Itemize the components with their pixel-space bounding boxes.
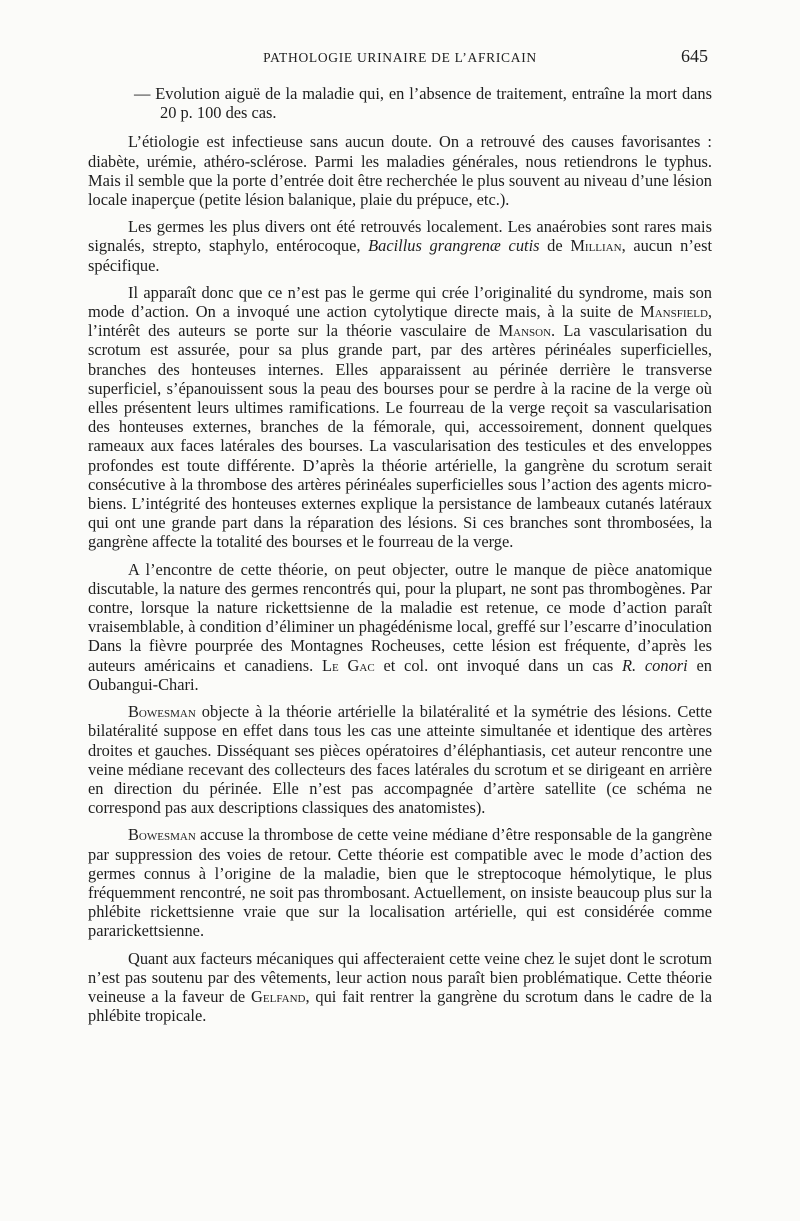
author-name: Manson (498, 321, 552, 341)
text-run: , qui fait rentrer la gangrène du scrotum dans le cadre de la phlébite tropicale. (88, 986, 713, 1026)
text-run: de (539, 236, 571, 256)
text-run: , l’intérêt des auteurs se porte sur la théorie vasculaire de (88, 302, 712, 341)
paragraph (88, 217, 712, 275)
paragraph (88, 560, 712, 694)
author-name: Gelfand (251, 986, 306, 1006)
paragraph (88, 825, 712, 940)
text-run: et col. ont invoqué dans un cas (374, 655, 623, 675)
author-name: Millian (570, 236, 622, 256)
running-title: PATHOLOGIE URINAIRE DE L’AFRICAIN (263, 50, 537, 65)
author-name: Mansfield (640, 302, 708, 322)
text-run: objecte à la théorie artérielle la bilatéralité et la symétrie des lésions. Cette bilatéralité suppose en effet dans tous les cas une atteinte simultanée et identique des artères droites et gauches. Disséquant ses pièces opératoires d’éléphantiasis, cet auteur rencontre une veine médiane recevant des collecteurs des faces latérales du scrotum et se dirigeant en arrière en direction du périnée. Elle n’est pas accompagnée d’artère satellite (ce schéma ne correspond pas aux descriptions classiques des anatomistes). (88, 702, 712, 818)
paragraph (88, 84, 712, 122)
text-run: — Evolution aiguë de la maladie qui, en l’absence de traitement, entraîne la mort dans 20 p. 100 des cas. (134, 84, 712, 123)
text-run: Quant aux facteurs mécaniques qui affecteraient cette veine chez le sujet dont le scrotum n’est pas soutenu par des vêtements, leur action nous paraît bien problématique. Cette théorie veineuse a la faveur de (88, 948, 712, 1006)
text-run: accuse la thrombose de cette veine médiane d’être responsable de la gangrène par suppression des voies de retour. Cette théorie est compatible avec le mode d’action des germes connus à l’origine de la maladie, bien que le streptocoque hémolytique, le plus fréquemment rencontré, ne soit pas thrombosant. Actuellement, on insiste beaucoup plus sur la phlébite rickettsienne vraie que sur la localisation artérielle, qui est considérée comme pararickettsienne. (88, 825, 712, 941)
paragraph (88, 702, 712, 817)
italic-term: Bacillus grangrenæ cutis (368, 236, 540, 256)
text-run: A l’encontre de cette théorie, on peut objecter, outre le manque de pièce anatomique discutable, la nature des germes rencontrés qui, pour la plupart, ne sont pas thrombogènes. Par contre, lorsque la nature rickettsienne de la maladie est retenue, ce mode d’action paraît vraisemblable, à condition d’éliminer un phagédénisme local, greffé sur l’escarre d’inoculation Dans la fièvre pourprée des Montagnes Rocheuses, cette lésion est fréquente, d’après les auteurs américains et canadiens. (88, 559, 712, 675)
text-run: L’étiologie est infectieuse sans aucun doute. On a retrouvé des causes favorisantes : diabète, urémie, athéro-sclérose. Parmi les maladies générales, nous retiendrons le typhus. Mais il semble que la porte d’entrée doit être recherchée le plus souvent au niveau d’une lésion locale inaperçue (petite lésion balanique, plaie du prépuce, etc.). (88, 132, 712, 210)
paragraph (88, 283, 712, 552)
author-name: Le Gac (322, 655, 375, 675)
page-header (88, 44, 712, 74)
paragraph (88, 132, 712, 209)
text-run: en Oubangui-Chari. (88, 655, 712, 694)
italic-term: R. conori (622, 655, 688, 675)
author-name: Bowesman (128, 825, 196, 845)
page-number: 645 (681, 46, 708, 66)
text-run: Il apparaît donc que ce n’est pas le germe qui crée l’originalité du syndrome, mais son mode d’action. On a invoqué une action cytolytique directe mais, à la suite de (88, 282, 712, 322)
body-text (88, 84, 712, 1033)
text-run: , aucun n’est spécifique. (88, 236, 713, 275)
text-run: Les germes les plus divers ont été retrouvés localement. Les anaérobies sont rares mais signalés, strepto, staphylo, entérocoque, (88, 217, 712, 256)
author-name: Bowesman (128, 702, 196, 722)
paragraph (88, 949, 712, 1026)
text-run: . La vascularisation du scrotum est assurée, pour sa plus grande part, par des artères périnéales superficielles, branches des honteuses internes. Elles apparaissent au périnée derrière le transverse superficiel, s’épanouissent sous la peau des bourses pour se perdre à la racine de la verge où elles présentent leurs ultimes ramifications. Le fourreau de la verge reçoit sa vascularisation des honteuses externes, branches de la fémorale, qui, accessoirement, donnent quelques rameaux aux faces latérales des bourses. La vascularisation des testicules et des enveloppes profondes est toute différente. D’après la théorie artérielle, la gangrène du scrotum serait consécutive à la thrombose des artères périnéales superficielles sous l’action des agents microbiens. L’intégrité des honteuses externes explique la persistance de lambeaux cutanés latéraux qui ont une grande part dans la réparation des lésions. Si ces branches sont thrombosées, la gangrène affecte la totalité des bourses et le fourreau de la verge. (88, 321, 712, 552)
